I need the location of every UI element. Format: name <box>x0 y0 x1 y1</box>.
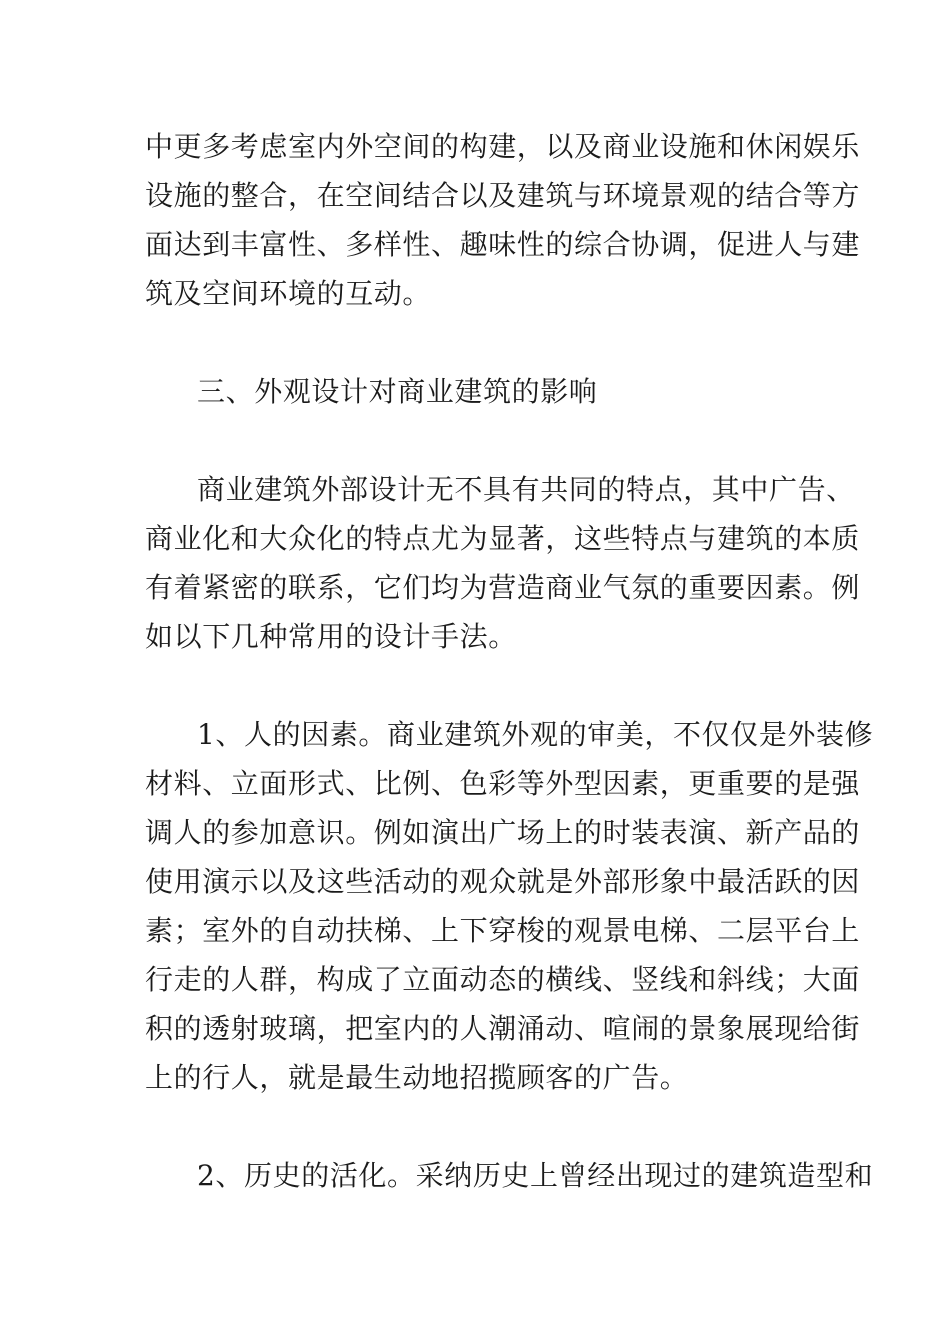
text-line: 行走的人群，构成了立面动态的横线、竖线和斜线；大面 <box>145 963 861 996</box>
heading-text: 三、外观设计对商业建筑的影响 <box>197 375 598 408</box>
text-line: 商业化和大众化的特点尤为显著，这些特点与建筑的本质 <box>145 522 861 555</box>
text-line: 面达到丰富性、多样性、趣味性的综合协调，促进人与建 <box>145 228 861 261</box>
text-line: 2、历史的活化。采纳历史上曾经出现过的建筑造型和 <box>197 1159 874 1192</box>
text-line: 设施的整合，在空间结合以及建筑与环境景观的结合等方 <box>145 179 861 212</box>
text-line: 商业建筑外部设计无不具有共同的特点，其中广告、 <box>197 473 855 506</box>
text-line: 积的透射玻璃，把室内的人潮涌动、喧闹的景象展现给街 <box>145 1012 861 1045</box>
section-heading <box>145 367 810 416</box>
text-line: 材料、立面形式、比例、色彩等外型因素，更重要的是强 <box>145 767 861 800</box>
paragraph-intro <box>145 465 861 661</box>
text-line: 有着紧密的联系，它们均为营造商业气氛的重要因素。例 <box>145 571 861 604</box>
paragraph-spacer <box>145 416 810 465</box>
paragraph-item-1 <box>145 710 874 1102</box>
paragraph-spacer <box>145 661 810 710</box>
text-line: 上的行人，就是最生动地招揽顾客的广告。 <box>145 1061 689 1094</box>
paragraph-item-2 <box>145 1151 874 1200</box>
text-line: 筑及空间环境的互动。 <box>145 277 432 310</box>
document-page <box>145 122 874 1200</box>
text-line: 中更多考虑室内外空间的构建，以及商业设施和休闲娱乐 <box>145 130 861 163</box>
paragraph-continued <box>145 122 861 318</box>
paragraph-spacer <box>145 1102 810 1151</box>
text-line: 素；室外的自动扶梯、上下穿梭的观景电梯、二层平台上 <box>145 914 861 947</box>
text-line: 如以下几种常用的设计手法。 <box>145 620 517 653</box>
text-line: 调人的参加意识。例如演出广场上的时装表演、新产品的 <box>145 816 861 849</box>
text-line: 1、人的因素。商业建筑外观的审美，不仅仅是外装修 <box>197 718 874 751</box>
text-line: 使用演示以及这些活动的观众就是外部形象中最活跃的因 <box>145 865 861 898</box>
paragraph-spacer <box>145 318 810 367</box>
